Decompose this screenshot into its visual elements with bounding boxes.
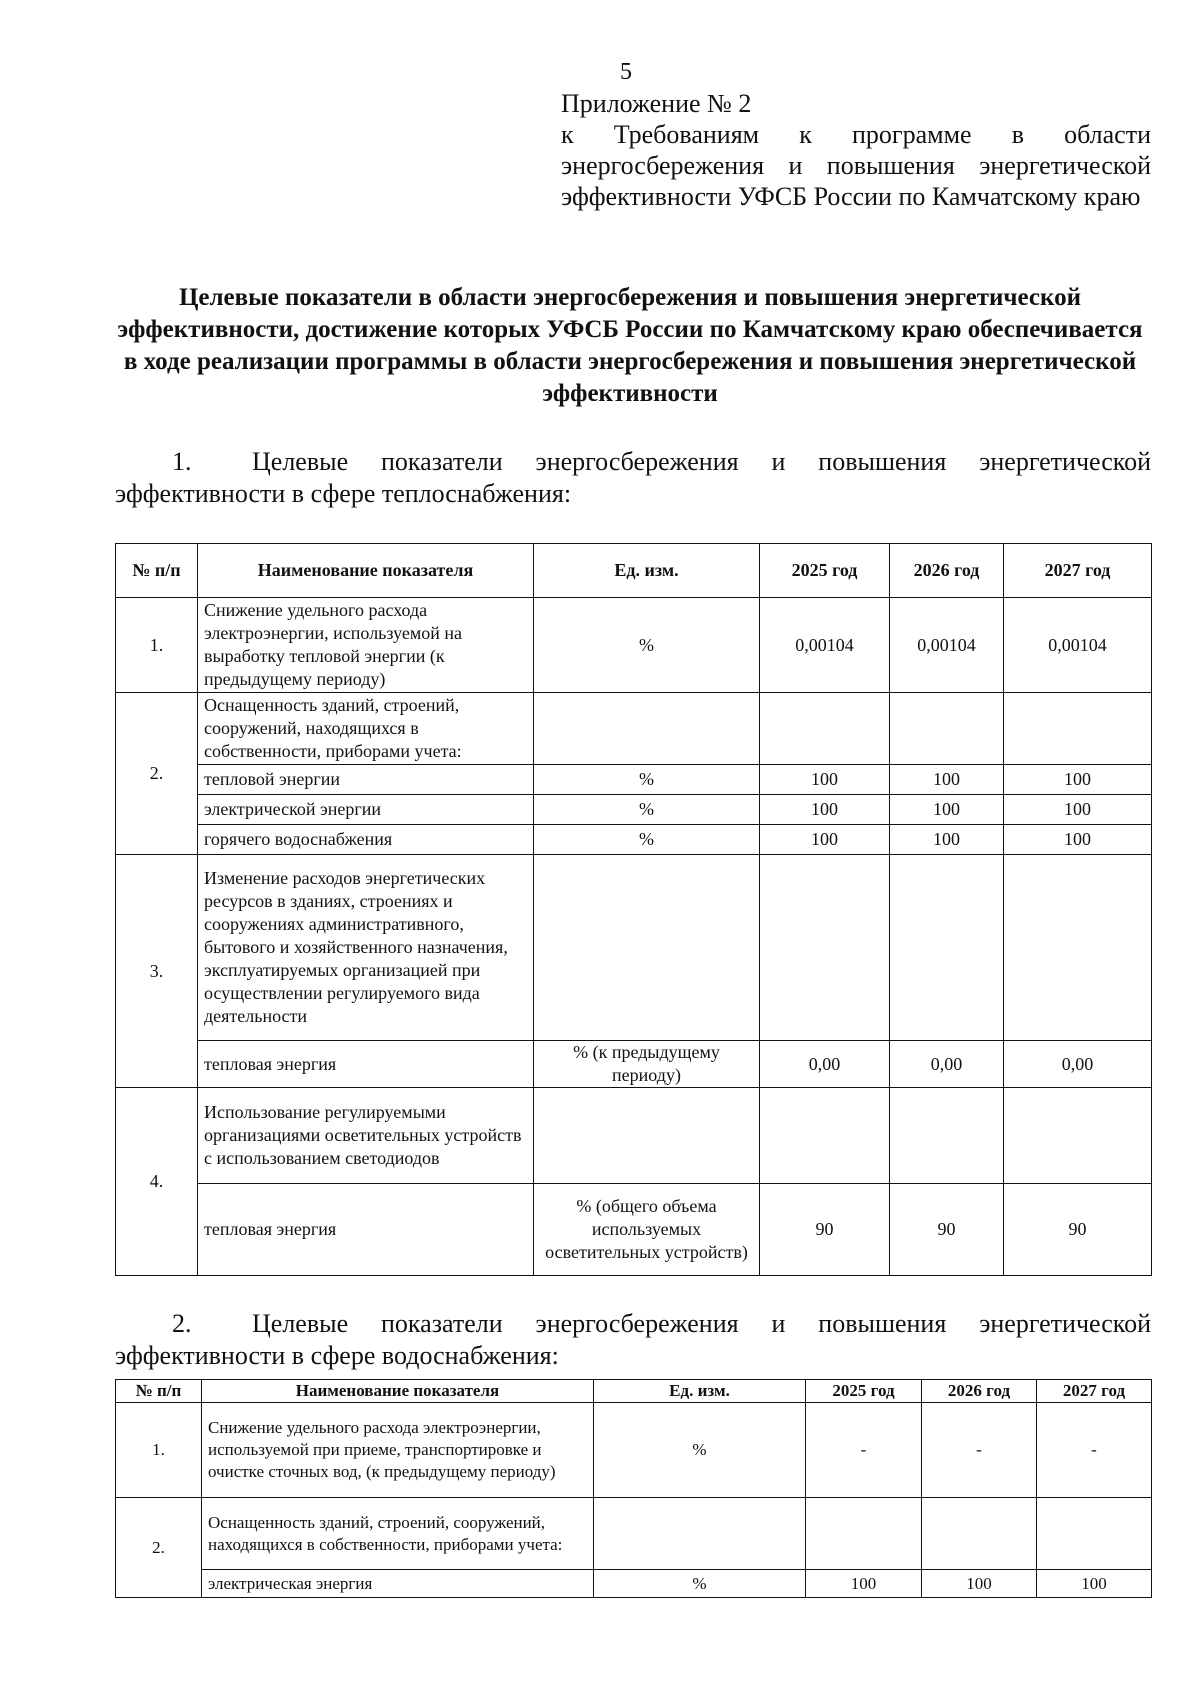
row-unit: % [594,1403,806,1498]
table-header-row [116,544,1152,598]
empty-cell [534,1088,760,1184]
subrow-unit: % [594,1570,806,1598]
subrow-name: тепловой энергии [198,765,534,795]
row-value-2026: - [922,1403,1037,1498]
row-name: Оснащенность зданий, строений, сооружений, находящихся в собственности, приборами учета: [202,1498,594,1570]
row-num: 2. [116,1498,202,1598]
row-name: Использование регулируемыми организациями осветительных устройств с использованием светодиодов [198,1088,534,1184]
table-subrow [116,1570,1152,1598]
row-name: Снижение удельного расхода электроэнергии, используемой на выработку тепловой энергии (к предыдущему периоду) [198,598,534,693]
subrow-value-2026: 90 [890,1184,1004,1276]
row-name: Изменение расходов энергетических ресурсов в зданиях, строениях и сооружениях административного, бытового и хозяйственного назначения, эксплуатируемых организацией при осуществлении регулируемого вида деятельности [198,855,534,1041]
table-row [116,855,1152,1041]
col-header-2026: 2026 год [890,544,1004,598]
section2-heading [115,1308,1151,1372]
empty-cell [594,1498,806,1570]
row-value-2025: 0,00104 [760,598,890,693]
water-supply-table [115,1379,1152,1598]
section1-heading [115,446,1151,510]
subrow-value-2027: 100 [1004,765,1152,795]
empty-cell [534,693,760,765]
row-unit: % [534,598,760,693]
subrow-unit: % [534,825,760,855]
heat-supply-table [115,543,1152,1276]
subrow-value-2027: 90 [1004,1184,1152,1276]
col-header-2025: 2025 год [806,1380,922,1403]
empty-cell [1004,1088,1152,1184]
empty-cell [890,855,1004,1041]
table-row [116,1088,1152,1184]
subrow-value-2025: 100 [806,1570,922,1598]
table-subrow [116,1041,1152,1088]
col-header-2026: 2026 год [922,1380,1037,1403]
section2-heading-text: Целевые показатели энергосбережения и повышения энергетической эффективности в сфере водоснабжения: [115,1309,1151,1370]
subrow-name: электрической энергии [198,795,534,825]
col-header-unit: Ед. изм. [594,1380,806,1403]
subrow-unit: % [534,765,760,795]
subrow-unit: % (к предыдущему периоду) [534,1041,760,1088]
col-header-name: Наименование показателя [198,544,534,598]
empty-cell [1037,1498,1152,1570]
col-header-unit: Ед. изм. [534,544,760,598]
table-subrow [116,765,1152,795]
subrow-value-2027: 100 [1004,825,1152,855]
subrow-value-2025: 0,00 [760,1041,890,1088]
subrow-name: тепловая энергия [198,1184,534,1276]
col-header-2025: 2025 год [760,544,890,598]
col-header-name: Наименование показателя [202,1380,594,1403]
row-value-2025: - [806,1403,922,1498]
empty-cell [760,693,890,765]
col-header-num: № п/п [116,544,198,598]
table-row [116,693,1152,765]
subrow-unit: % [534,795,760,825]
empty-cell [1004,855,1152,1041]
appendix-title: Приложение № 2 [561,89,752,118]
subrow-value-2025: 100 [760,765,890,795]
row-name: Оснащенность зданий, строений, сооружений, находящихся в собственности, приборами учета: [198,693,534,765]
subrow-value-2026: 100 [922,1570,1037,1598]
subrow-unit: % (общего объема используемых осветительных устройств) [534,1184,760,1276]
appendix-text: к Требованиям к программе в области энергосбережения и повышения энергетической эффективности УФСБ России по Камчатскому краю [561,120,1151,211]
empty-cell [922,1498,1037,1570]
table-row [116,598,1152,693]
subrow-name: горячего водоснабжения [198,825,534,855]
section1-heading-text: Целевые показатели энергосбережения и повышения энергетической эффективности в сфере теплоснабжения: [115,447,1151,508]
section2-number: 2. [172,1309,192,1338]
subrow-value-2026: 0,00 [890,1041,1004,1088]
subrow-value-2025: 100 [760,825,890,855]
empty-cell [760,855,890,1041]
page-number: 5 [620,59,632,85]
col-header-2027: 2027 год [1004,544,1152,598]
subrow-value-2027: 100 [1004,795,1152,825]
appendix-block [561,88,1151,212]
empty-cell [760,1088,890,1184]
row-num: 3. [116,855,198,1088]
row-num: 4. [116,1088,198,1276]
subrow-value-2025: 90 [760,1184,890,1276]
subrow-name: электрическая энергия [202,1570,594,1598]
empty-cell [890,1088,1004,1184]
section1-number: 1. [172,447,192,476]
row-num: 1. [116,598,198,693]
row-value-2026: 0,00104 [890,598,1004,693]
col-header-2027: 2027 год [1037,1380,1152,1403]
table-subrow [116,795,1152,825]
row-value-2027: 0,00104 [1004,598,1152,693]
empty-cell [890,693,1004,765]
table-subrow [116,1184,1152,1276]
subrow-value-2027: 100 [1037,1570,1152,1598]
table-subrow [116,825,1152,855]
empty-cell [1004,693,1152,765]
subrow-name: тепловая энергия [198,1041,534,1088]
document-title: Целевые показатели в области энергосбережения и повышения энергетической эффективности, достижение которых УФСБ России по Камчатскому краю обеспечивается в ходе реализации программы в области энергосбережения и повышения энергетической эффективности [117,284,1143,407]
row-value-2027: - [1037,1403,1152,1498]
subrow-value-2026: 100 [890,765,1004,795]
subrow-value-2026: 100 [890,825,1004,855]
row-num: 1. [116,1403,202,1498]
table-row [116,1498,1152,1570]
row-num: 2. [116,693,198,855]
table-row [116,1403,1152,1498]
subrow-value-2026: 100 [890,795,1004,825]
col-header-num: № п/п [116,1380,202,1403]
subrow-value-2025: 100 [760,795,890,825]
empty-cell [534,855,760,1041]
subrow-value-2027: 0,00 [1004,1041,1152,1088]
row-name: Снижение удельного расхода электроэнергии, используемой при приеме, транспортировке и очистке сточных вод, (к предыдущему периоду) [202,1403,594,1498]
table-header-row [116,1380,1152,1403]
empty-cell [806,1498,922,1570]
